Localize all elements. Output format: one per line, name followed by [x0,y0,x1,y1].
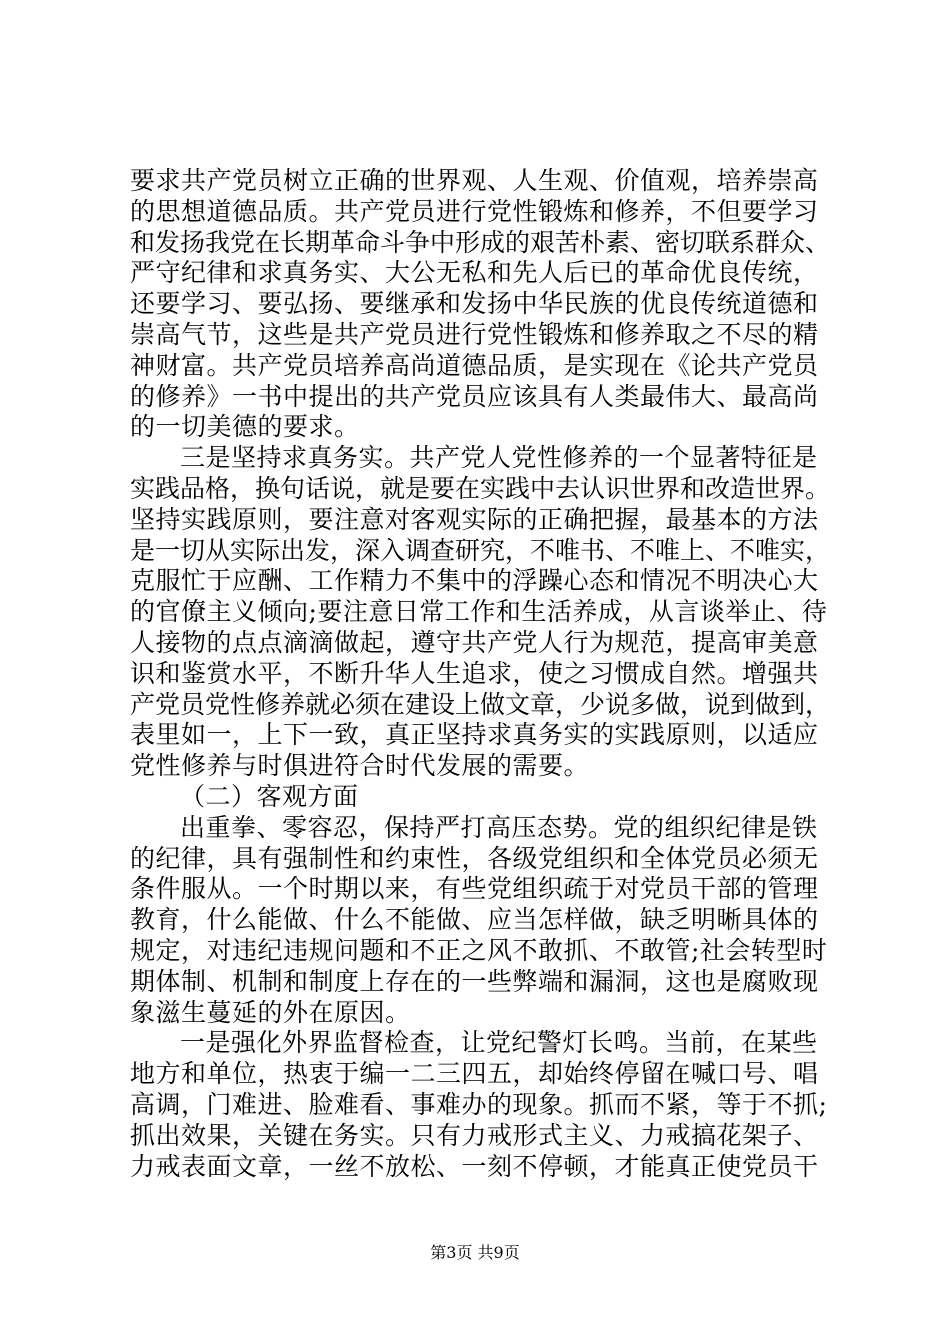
text-line: （二）客观方面 [180,781,359,811]
text-line: 一是强化外界监督检查，让党纪警灯长鸣。当前，在某些 [180,1028,818,1058]
text-line: 严守纪律和求真务实、大公无私和先人后已的革命优良传统， [130,258,819,288]
text-line: 还要学习、要弘扬、要继承和发扬中华民族的优良传统道德和 [130,289,819,319]
text-line: 产党员党性修养就必须在建设上做文章，少说多做，说到做到， [130,689,831,719]
text-line: 力戒表面文章，一丝不放松、一刻不停顿，才能真正使党员干 [130,1151,819,1181]
text-line: 克服忙于应酬、工作精力不集中的浮躁心态和情况不明决心大 [130,566,819,596]
text-line: 三是坚持求真务实。共产党人党性修养的一个显著特征是 [180,443,818,473]
text-line: 实践品格，换句话说，就是要在实践中去认识世界和改造世界。 [130,473,831,503]
text-line: 表里如一，上下一致，真正坚持求真务实的实践原则，以适应 [130,720,819,750]
text-line: 神财富。共产党员培养高尚道德品质，是实现在《论共产党员 [130,350,819,380]
text-line: 人接物的点点滴滴做起，遵守共产党人行为规范，提高审美意 [130,627,819,657]
text-line: 规定，对违纪违规问题和不正之风不敢抓、不敢管;社会转型时 [130,935,828,965]
text-line: 党性修养与时俱进符合时代发展的需要。 [130,751,590,781]
text-line: 的一切美德的要求。 [130,412,360,442]
body-text [130,166,830,1182]
text-line: 坚持实践原则，要注意对客观实际的正确把握，最基本的方法 [130,504,819,534]
text-line: 和发扬我党在长期革命斗争中形成的艰苦朴素、密切联系群众、 [130,227,831,257]
text-line: 的修养》一书中提出的共产党员应该具有人类最伟大、最高尚 [130,381,819,411]
text-line: 抓出效果，关键在务实。只有力戒形式主义、力戒搞花架子、 [130,1120,819,1150]
text-line: 地方和单位，热衷于编一二三四五，却始终停留在喊口号、唱 [130,1059,819,1089]
text-line: 的官僚主义倾向;要注意日常工作和生活养成，从言谈举止、待 [130,597,828,627]
text-line: 象滋生蔓延的外在原因。 [130,997,411,1027]
text-line: 高调，门难进、脸难看、事难办的现象。抓而不紧，等于不抓; [130,1089,828,1119]
text-line: 出重拳、零容忍，保持严打高压态势。党的组织纪律是铁 [180,812,818,842]
text-line: 条件服从。一个时期以来，有些党组织疏于对党员干部的管理 [130,874,819,904]
page-footer: 第3页 共9页 [430,1243,520,1262]
text-line: 崇高气节，这些是共产党员进行党性锻炼和修养取之不尽的精 [130,319,819,349]
text-line: 要求共产党员树立正确的世界观、人生观、价值观，培养崇高 [130,166,819,195]
text-line: 的思想道德品质。共产党员进行党性锻炼和修养，不但要学习 [130,196,819,226]
text-line: 教育，什么能做、什么不能做、应当怎样做，缺乏明晰具体的 [130,905,819,935]
text-line: 的纪律，具有强制性和约束性，各级党组织和全体党员必须无 [130,843,819,873]
text-line: 期体制、机制和制度上存在的一些弊端和漏洞，这也是腐败现 [130,966,819,996]
text-line: 是一切从实际出发，深入调查研究，不唯书、不唯上、不唯实， [130,535,831,565]
text-line: 识和鉴赏水平，不断升华人生追求，使之习惯成自然。增强共 [130,658,819,688]
